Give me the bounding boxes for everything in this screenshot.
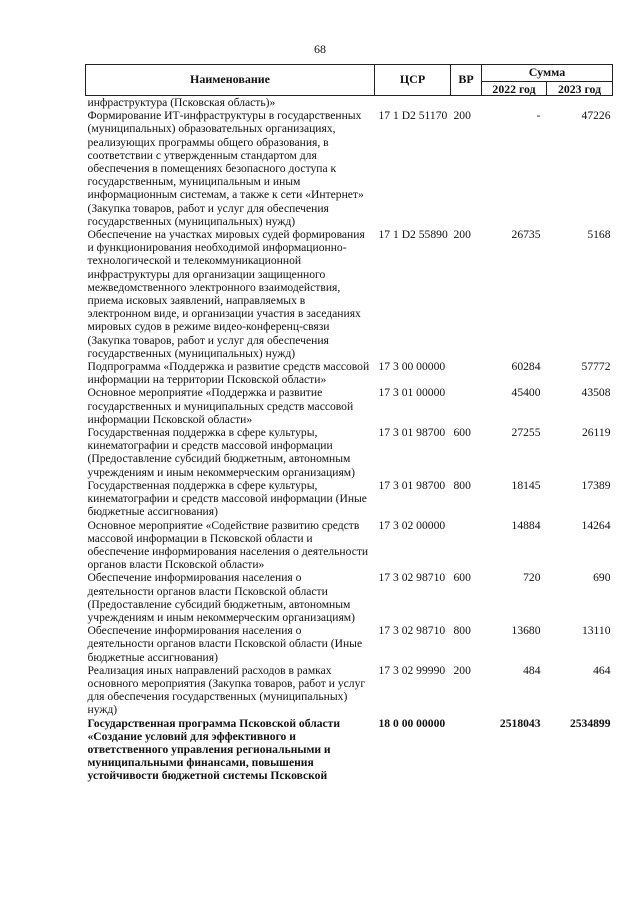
page-number: 68: [314, 42, 326, 56]
row-csr-cell: 17 3 02 99990: [378, 663, 446, 677]
row-csr-cell: 17 3 00 00000: [378, 360, 446, 374]
header-vr: ВР: [451, 65, 482, 96]
row-csr-cell: 17 3 02 00000: [378, 518, 446, 532]
row-vr-cell: 200: [453, 109, 471, 123]
table-body: [86, 96, 613, 783]
row-vr-cell: [451, 717, 482, 783]
row-2022-cell: -: [536, 109, 541, 123]
row-2022-cell: 60284: [511, 360, 541, 374]
row-2022-cell: 27255: [511, 426, 541, 440]
row-2023-cell: 13110: [581, 624, 611, 638]
row-name-cell: Основное мероприятие «Поддержка и развитие государственных и муниципальных средств массовой информации Псковской области»: [87, 386, 354, 426]
row-csr-cell: 17 3 01 00000: [378, 386, 446, 400]
row-2022-cell: 26735: [511, 228, 541, 242]
row-2022-cell: 14884: [511, 518, 541, 532]
table-row: [86, 664, 613, 717]
table-row: [86, 426, 613, 479]
row-name-cell: Государственная поддержка в сфере культуры, кинематографии и средств массовой информации (Иные бюджетные ассигнования): [87, 478, 367, 519]
table-row: [86, 571, 613, 624]
row-name-cell: Обеспечение информирования населения о деятельности органов власти Псковской области (Иные бюджетные ассигнования): [87, 624, 363, 664]
row-vr-cell: 600: [453, 426, 471, 440]
row-csr-cell: 17 3 02 98710: [378, 624, 446, 638]
table-row: [86, 360, 613, 386]
row-2023-cell: 690: [593, 571, 611, 585]
row-name-cell: Обеспечение на участках мировых судей формирования и функционирования необходимой информационно-технологической и телекоммуникационной инфраструктуры для организации защищенного межведомственного электронного взаимодействия, приема исковых заявлений, направляемых в электронном виде, и организации участия в заседаниях мировых судов в режиме видео-конференц-связи (Закупка товаров, работ и услуг для обеспечения государственных (муниципальных) нужд): [87, 228, 365, 360]
row-vr-cell: [451, 360, 482, 386]
table-row: [86, 228, 613, 360]
row-2022-cell: [482, 96, 547, 110]
row-vr-cell: [451, 386, 482, 426]
row-2022-cell: 720: [523, 571, 541, 585]
row-2023-cell: 464: [593, 663, 611, 677]
row-2023-cell: 2534899: [569, 716, 611, 730]
row-2023-cell: 43508: [581, 386, 611, 400]
table-row: [86, 109, 613, 228]
row-2022-cell: 484: [523, 663, 541, 677]
row-csr-cell: 17 1 D2 55890: [378, 228, 448, 242]
row-2023-cell: 47226: [581, 109, 611, 123]
budget-table: [85, 64, 613, 783]
row-name-cell: Обеспечение информирования населения о деятельности органов власти Псковской области (Предоставление субсидий бюджетным, автономным учреждениям и иным некоммерческим организациям): [87, 571, 355, 624]
row-2022-cell: 13680: [511, 624, 541, 638]
row-2023-cell: 14264: [581, 518, 611, 532]
row-2022-cell: 45400: [511, 386, 541, 400]
row-csr-cell: [375, 96, 451, 110]
table-row: [86, 96, 613, 110]
header-csr: ЦСР: [375, 65, 451, 96]
row-vr-cell: 800: [453, 478, 471, 492]
row-vr-cell: 800: [453, 624, 471, 638]
row-vr-cell: 200: [453, 663, 471, 677]
row-name-cell: Основное мероприятие «Содействие развитию средств массовой информации в Псковской области и обеспечение информирования населения о деятельности органов власти Псковской области»: [87, 518, 369, 572]
row-vr-cell: 200: [453, 228, 471, 242]
header-year-2022: 2022 год: [482, 82, 547, 96]
header-sum: Сумма: [482, 65, 613, 82]
row-2022-cell: 18145: [511, 478, 541, 492]
row-csr-cell: 17 3 01 98700: [378, 426, 446, 440]
table-row: [86, 519, 613, 572]
row-name-cell: Государственная поддержка в сфере культуры, кинематографии и средств массовой информации (Предоставление субсидий бюджетным, автономным учреждениям и иным некоммерческим организациям): [87, 426, 355, 479]
row-2023-cell: [547, 96, 613, 110]
row-2023-cell: 57772: [581, 360, 611, 374]
header-year-2023: 2023 год: [547, 82, 613, 96]
row-vr-cell: 600: [453, 571, 471, 585]
row-vr-cell: [451, 96, 482, 110]
row-csr-cell: 17 3 01 98700: [378, 478, 446, 492]
table-row: [86, 386, 613, 426]
row-name-cell: Реализация иных направлений расходов в рамках основного мероприятия (Закупка товаров, работ и услуг для обеспечения государственных (муниципальных) нужд): [87, 663, 366, 717]
row-name-cell: инфраструктура (Псковская область)»: [87, 96, 276, 109]
table-row: [86, 479, 613, 519]
row-name-cell: Государственная программа Псковской области «Создание условий для эффективного и ответственного управления региональными и муниципальными финансами, повышения устойчивости бюджетной системы Псковской: [87, 716, 341, 783]
row-2022-cell: 2518043: [499, 716, 541, 730]
table-row: [86, 717, 613, 783]
header-name: Наименование: [86, 65, 375, 96]
table-header: [86, 65, 613, 96]
row-2023-cell: 17389: [581, 478, 611, 492]
row-2023-cell: 26119: [581, 426, 611, 440]
row-csr-cell: 17 1 D2 51170: [378, 109, 448, 123]
row-csr-cell: 17 3 02 98710: [378, 571, 446, 585]
row-2023-cell: 5168: [587, 228, 611, 242]
row-csr-cell: 18 0 00 00000: [378, 716, 446, 730]
row-vr-cell: [451, 519, 482, 572]
row-name-cell: Подпрограмма «Поддержка и развитие средств массовой информации на территории Псковской области»: [87, 360, 370, 387]
row-name-cell: Формирование ИТ-инфраструктуры в государственных (муниципальных) образовательных организациях, реализующих программы общего образования, в соответствии с утвержденным стандартом для обеспечения в помещениях безопасного доступа к государственным, муниципальным и иным информационным системам, а также к сети «Интернет» (Закупка товаров, работ и услуг для обеспечения государственных (муниципальных) нужд): [87, 109, 364, 228]
table-row: [86, 624, 613, 664]
